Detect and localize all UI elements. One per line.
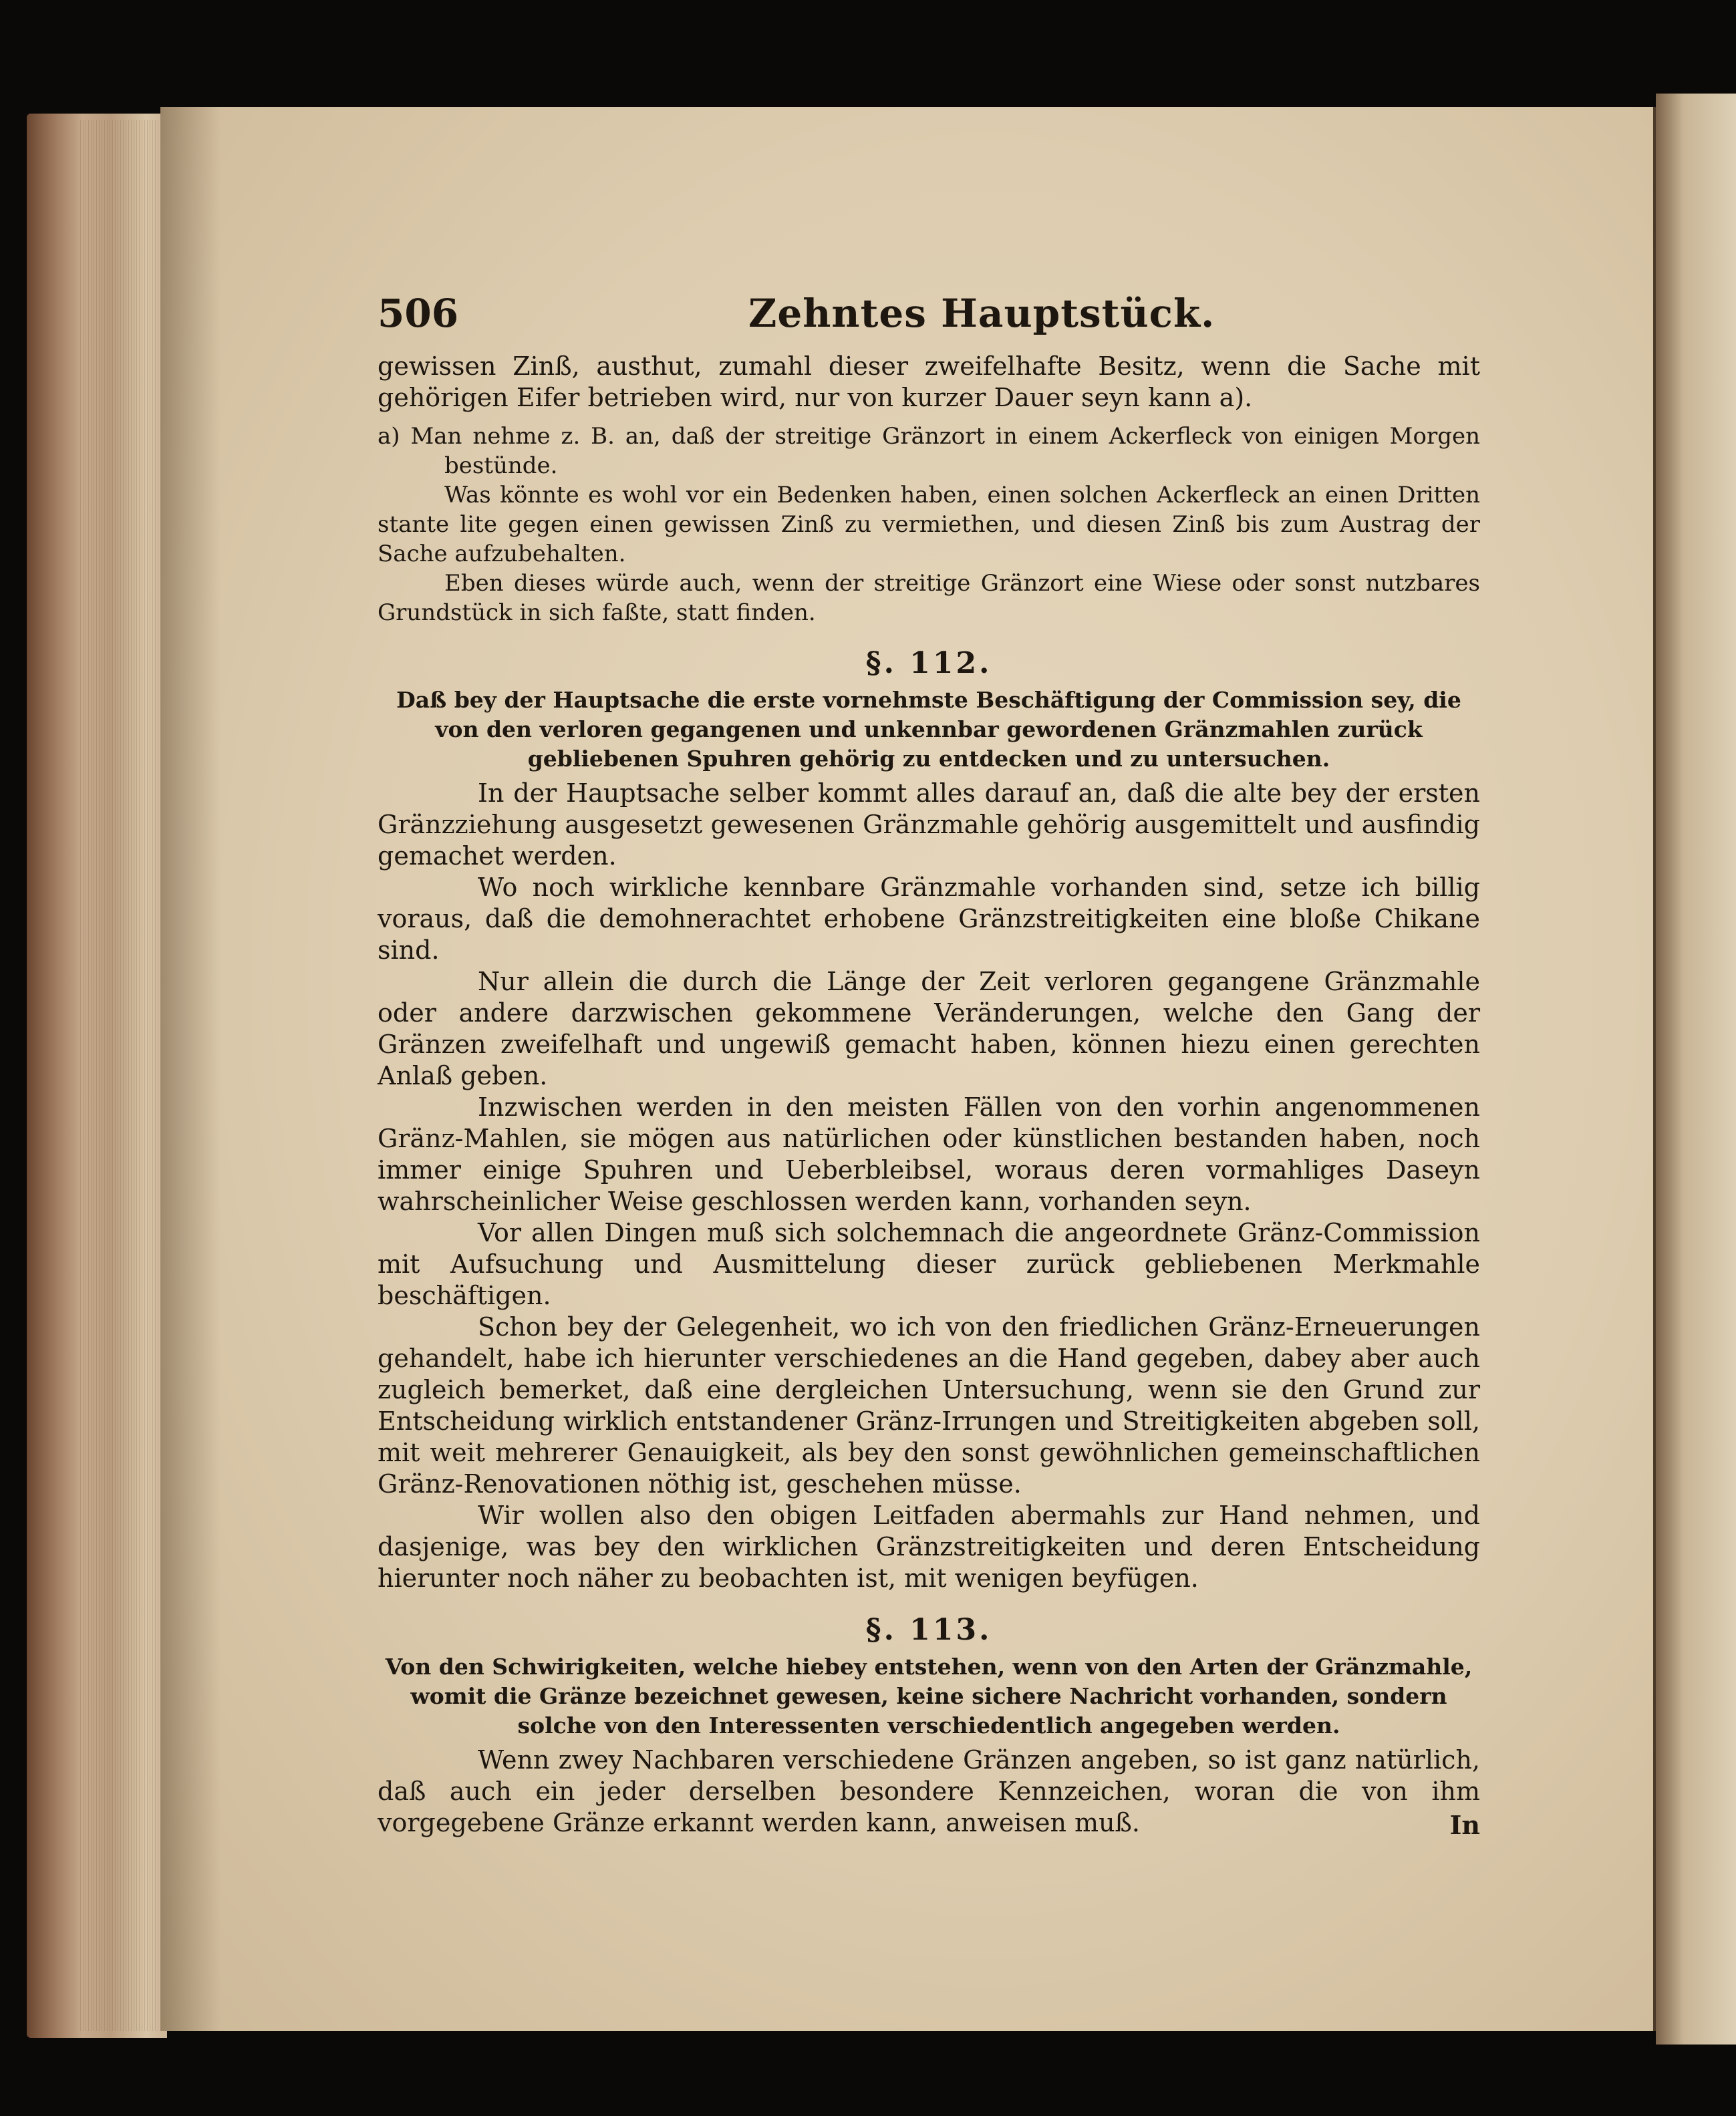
footnote-paragraph: Eben dieses würde auch, wenn der streitige Gränzort eine Wiese oder sonst nutzbares Grundstück in sich faßte, statt finden.	[378, 570, 1480, 626]
section-number: §. 113.	[865, 1613, 992, 1647]
paragraph: Wo noch wirkliche kennbare Gränzmahle vorhanden sind, setze ich billig voraus, daß die demohnerachtet erhobene Gränzstreitigkeiten eine bloße Chikane sind.	[378, 873, 1480, 965]
section-title: Daß bey der Hauptsache die erste vornehmste Beschäftigung der Commission sey, die von den verloren gegangenen und unkennbar gewordenen Gränzmahlen zurück gebliebenen Spuhren gehörig zu entdecken und zu untersuchen.	[396, 687, 1461, 772]
page-edge-lines	[80, 120, 167, 2031]
running-head: Zehntes Hauptstück.	[748, 291, 1215, 336]
page-binding-shadow	[160, 107, 221, 2031]
paragraph: Inzwischen werden in den meisten Fällen von den vorhin angenommenen Gränz-Mahlen, sie mögen aus natürlichen oder künstlichen bestanden haben, noch immer einige Spuhren und Ueberbleibsel, woraus deren vormahliges Daseyn wahrscheinlicher Weise geschlossen werden kann, vorhanden seyn.	[378, 1092, 1480, 1216]
footnote	[378, 422, 1480, 627]
paragraph: Nur allein die durch die Länge der Zeit verloren gegangene Gränzmahle oder andere darzwischen gekommene Veränderungen, welche den Gang der Gränzen zweifelhaft und ungewiß gemacht haben, können hiezu einen gerechten Anlaß geben.	[378, 967, 1480, 1090]
page-number: 506	[378, 291, 459, 336]
section-113	[378, 1613, 1480, 1839]
paragraph: In der Hauptsache selber kommt alles darauf an, daß die alte bey der ersten Gränzziehung ausgesetzt gewesenen Gränzmahle gehörig ausgemittelt und ausfindig gemachet werden.	[378, 778, 1480, 871]
section-title: Von den Schwirigkeiten, welche hiebey entstehen, wenn von den Arten der Gränzmahle, womit die Gränze bezeichnet gewesen, keine sichere Nachricht vorhanden, sondern solche von den Interessenten verschiedentlich angegeben werden.	[385, 1654, 1473, 1739]
footnote-paragraph: Was könnte es wohl vor ein Bedenken haben, einen solchen Ackerfleck an einen Dritten stante lite gegen einen gewissen Zinß zu vermiethen, und diesen Zinß bis zum Austrag der Sache aufzubehalten.	[378, 482, 1480, 567]
section-112	[378, 646, 1480, 1594]
catchword: In	[1449, 1810, 1480, 1840]
paragraph: Wenn zwey Nachbaren verschiedene Gränzen angeben, so ist ganz natürlich, daß auch ein jeder derselben besondere Kennzeichen, woran die von ihm vorgegebene Gränze erkannt werden kann, anweisen muß.	[378, 1745, 1480, 1837]
paragraph: Schon bey der Gelegenheit, wo ich von den friedlichen Gränz-Erneuerungen gehandelt, habe ich hierunter verschiedenes an die Hand gegeben, dabey aber auch zugleich bemerket, daß eine dergleichen Untersuchung, wenn sie den Grund zur Entscheidung wirklich entstandener Gränz-Irrungen und Streitigkeiten abgeben soll, mit weit mehrerer Genauigkeit, als bey den sonst gewöhnlichen gemeinschaftlichen Gränz-Renovationen nöthig ist, geschehen müsse.	[378, 1312, 1480, 1499]
facing-page-edge	[1656, 94, 1736, 2045]
last-paragraph-block	[378, 1745, 1480, 1839]
section-number: §. 112.	[865, 646, 992, 680]
footnote-a: a) Man nehme z. B. an, daß der streitige Gränzort in einem Ackerfleck von einigen Morgen bestünde.	[378, 423, 1480, 479]
paragraph: Vor allen Dingen muß sich solchemnach die angeordnete Gränz-Commission mit Aufsuchung und Ausmittelung dieser zurück gebliebenen Merkmahle beschäftigen.	[378, 1218, 1480, 1310]
paragraph: Wir wollen also den obigen Leitfaden abermahls zur Hand nehmen, und dasjenige, was bey den wirklichen Gränzstreitigkeiten und deren Entscheidung hierunter noch näher zu beobachten ist, mit wenigen beyfügen.	[378, 1501, 1480, 1593]
opening-paragraph: gewissen Zinß, austhut, zumahl dieser zweifelhafte Besitz, wenn die Sache mit gehörigen Eifer betrieben wird, nur von kurzer Dauer seyn kann a).	[378, 351, 1480, 412]
page-content	[378, 351, 1480, 1839]
